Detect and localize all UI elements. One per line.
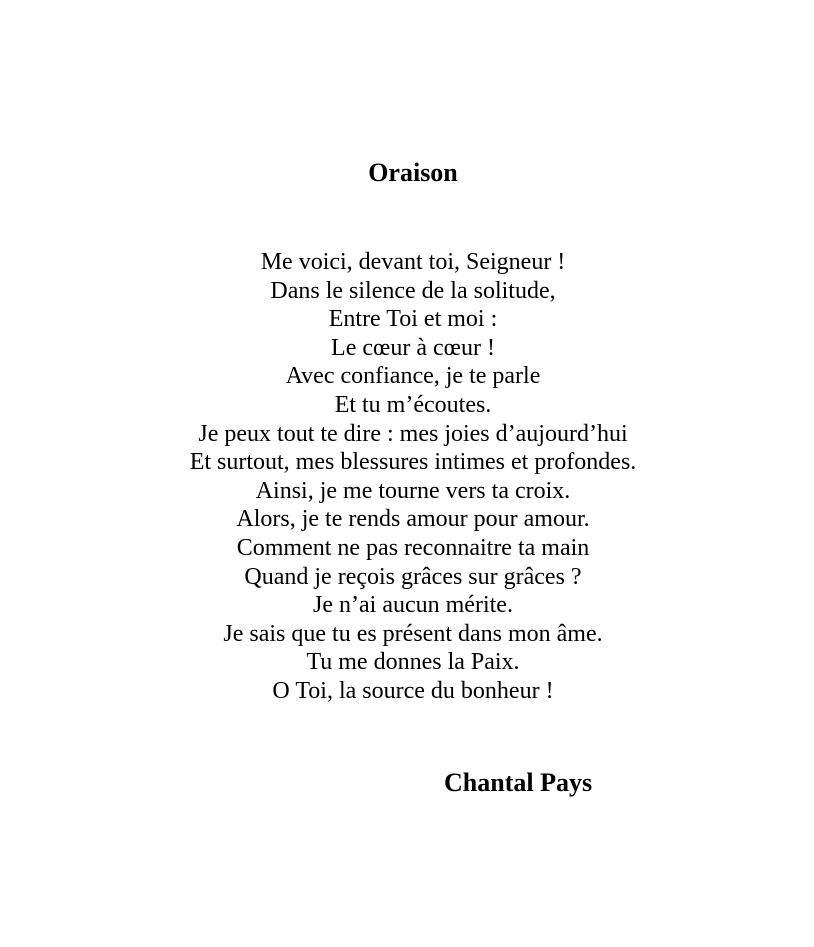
poem-line: Entre Toi et moi :	[328, 306, 498, 333]
poem-line: Quand je reçois grâces sur grâces ?	[244, 563, 582, 590]
poem-line: Comment ne pas reconnaitre ta main	[236, 534, 590, 561]
poem-line: Me voici, devant toi, Seigneur !	[260, 249, 566, 275]
poem-title: Oraison	[368, 158, 458, 187]
poem-line: Et surtout, mes blessures intimes et profondes.	[189, 449, 637, 476]
poem-body	[0, 248, 814, 706]
poem-line: Je sais que tu es présent dans mon âme.	[223, 620, 603, 647]
author-signature: Chantal Pays	[444, 768, 593, 797]
poem-line: Je peux tout te dire : mes joies d’aujourd’hui	[198, 420, 628, 447]
poem-line: Et tu m’écoutes.	[334, 391, 492, 418]
poem-line: Alors, je te rends amour pour amour.	[236, 506, 590, 533]
poem-line: Ainsi, je me tourne vers ta croix.	[255, 477, 571, 504]
poem-line: Tu me donnes la Paix.	[306, 649, 520, 676]
poem-line: Dans le silence de la solitude,	[270, 277, 556, 304]
poem-line: Avec confiance, je te parle	[285, 363, 541, 390]
poem-line: Je n’ai aucun mérite.	[313, 592, 513, 619]
poem-line: O Toi, la source du bonheur !	[272, 677, 554, 704]
poem-line: Le cœur à cœur !	[331, 334, 495, 361]
